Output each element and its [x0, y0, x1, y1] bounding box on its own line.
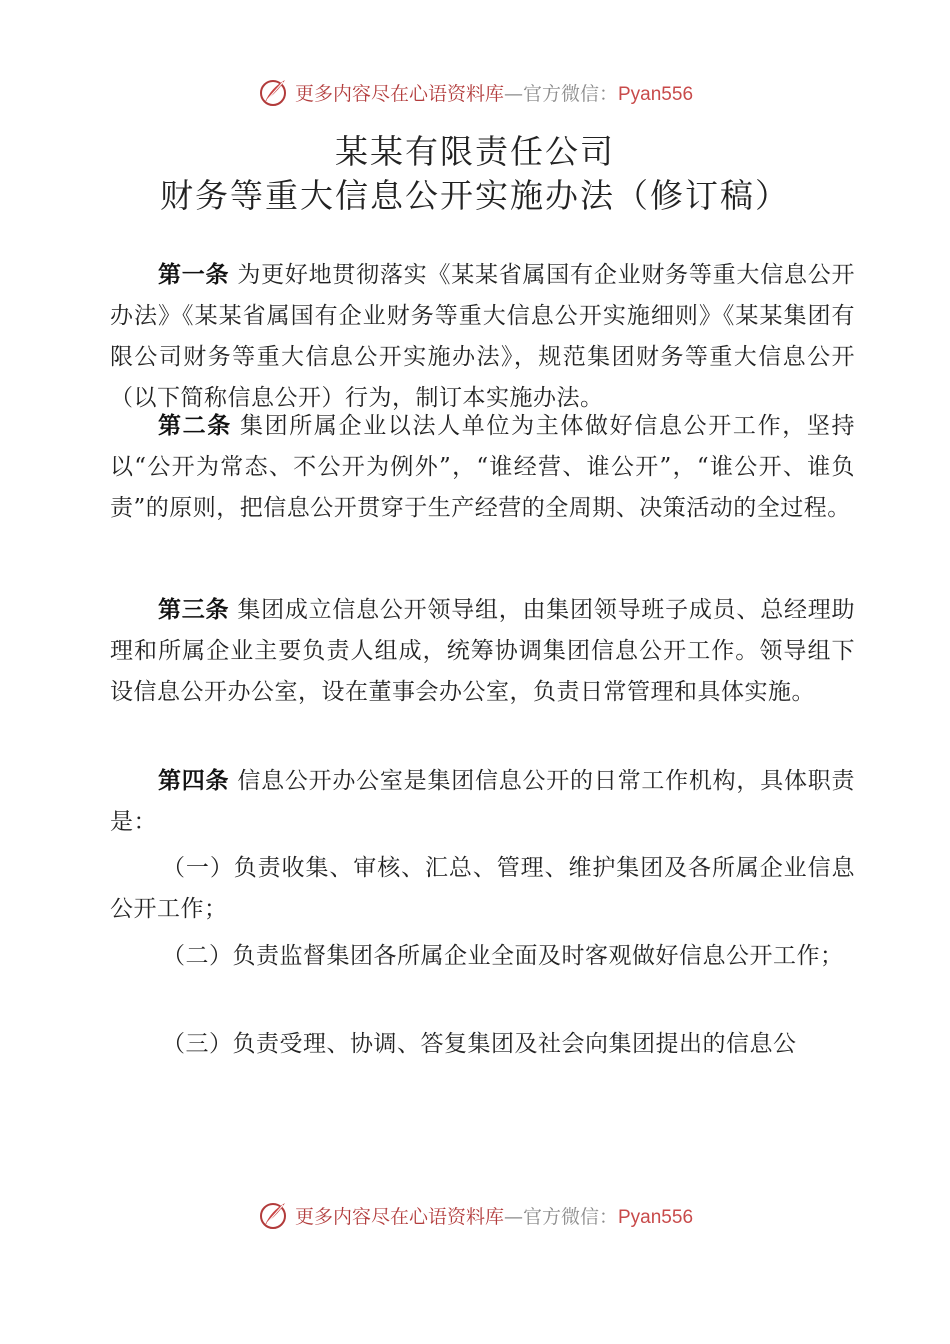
article-label: 第一条 — [158, 262, 230, 288]
article-paragraph — [110, 406, 855, 529]
watermark-footer — [0, 1195, 950, 1235]
article-paragraph — [110, 255, 855, 419]
watermark-dash: — — [503, 82, 523, 105]
duty-item: （二）负责监督集团各所属企业全面及时客观做好信息公开工作； — [162, 943, 844, 969]
watermark-wechat-id: Pyan556 — [618, 83, 694, 105]
watermark-header — [0, 72, 950, 112]
article-text: 集团所属企业以法人单位为主体做好信息公开工作，坚持以“公开为常态、不公开为例外”，“谁经营、谁公开”，“谁公开、谁负责”的原则，把信息公开贯穿于生产经营的全周期、决策活动的全过程。 — [110, 413, 856, 521]
article-text: 信息公开办公室是集团信息公开的日常工作机构，具体职责是： — [110, 768, 856, 835]
feather-pen-logo-icon — [257, 1199, 289, 1231]
document-title-line1: 某某有限责任公司 — [335, 132, 615, 171]
duty-item: （三）负责受理、协调、答复集团及社会向集团提出的信息公 — [162, 1031, 797, 1057]
feather-pen-logo-icon — [257, 76, 289, 108]
article-text: 为更好地贯彻落实《某某省属国有企业财务等重大信息公开办法》《某某省属国有企业财务等重大信息公开实施细则》《某某集团有限公司财务等重大信息公开实施办法》，规范集团财务等重大信息公开（以下简称信息公开）行为，制订本实施办法。 — [110, 262, 856, 411]
article-paragraph — [110, 590, 855, 713]
duty-item: （一）负责收集、审核、汇总、管理、维护集团及各所属企业信息公开工作； — [110, 855, 855, 922]
article-label: 第四条 — [158, 768, 230, 794]
watermark-dash: — — [503, 1205, 523, 1228]
watermark-main-text: 更多内容尽在心语资料库 — [294, 1205, 504, 1228]
article-text: 集团成立信息公开领导组，由集团领导班子成员、总经理助理和所属企业主要负责人组成，统筹协调集团信息公开工作。领导组下设信息公开办公室，设在董事会办公室，负责日常管理和具体实施。 — [110, 597, 856, 705]
watermark-wechat-label: 官方微信： — [522, 1205, 618, 1228]
watermark-main-text: 更多内容尽在心语资料库 — [294, 82, 504, 105]
article-label: 第三条 — [158, 597, 230, 623]
article-paragraph — [110, 761, 855, 843]
document-title-line2: 财务等重大信息公开实施办法（修订稿） — [160, 176, 790, 215]
watermark-text — [295, 79, 693, 106]
watermark-wechat-label: 官方微信： — [522, 82, 618, 105]
watermark-text — [295, 1202, 693, 1229]
watermark-wechat-id: Pyan556 — [618, 1206, 694, 1228]
article-label: 第二条 — [158, 413, 232, 439]
